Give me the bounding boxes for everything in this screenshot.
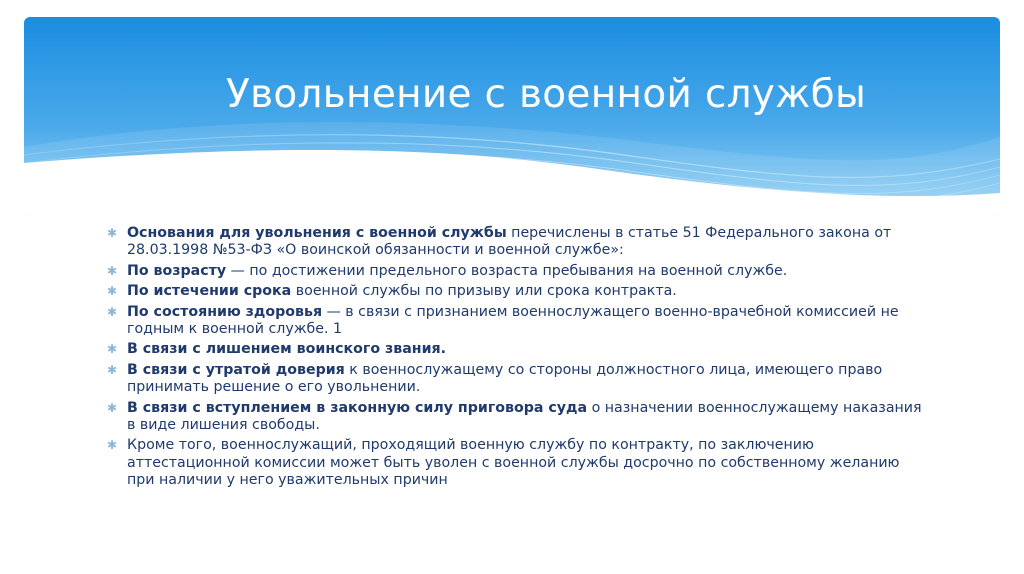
- header-banner: [24, 17, 1000, 215]
- asterisk-icon: ✱: [107, 263, 118, 278]
- item-bold: В связи с вступлением в законную силу приговора суда: [127, 399, 588, 416]
- list-item: [107, 263, 927, 280]
- item-text: Кроме того, военнослужащий, проходящий военную службу по контракту, по заключению аттестационной комиссии может быть уволен с военной службы досрочно по собственному желанию при наличии у него уважительных причин: [127, 437, 900, 489]
- item-text: к военнослужащему со стороны должностного лица, имеющего право принимать решение о его увольнении.: [127, 361, 883, 396]
- asterisk-icon: ✱: [107, 304, 118, 319]
- item-bold: В связи с утратой доверия: [127, 361, 345, 378]
- asterisk-icon: ✱: [107, 226, 118, 240]
- item-text: военной службы по призыву или срока контракта.: [291, 283, 677, 300]
- item-bold: В связи с лишением воинского звания: [127, 341, 441, 358]
- list-item: [107, 341, 927, 358]
- asterisk-icon: ✱: [107, 284, 118, 299]
- list-item: [107, 362, 927, 397]
- item-bold: По состоянию здоровья: [127, 303, 323, 320]
- asterisk-icon: ✱: [107, 438, 118, 453]
- asterisk-icon: ✱: [107, 362, 118, 377]
- asterisk-icon: ✱: [107, 342, 118, 357]
- list-item: [107, 400, 927, 435]
- list-item: [107, 283, 927, 300]
- item-bold: По возрасту: [127, 262, 227, 279]
- list-item: [107, 437, 927, 489]
- item-bold: По истечении срока: [127, 283, 292, 300]
- content-list: [107, 225, 927, 493]
- page-title: Увольнение с военной службы: [226, 72, 867, 117]
- list-item: [107, 225, 927, 260]
- item-bold: Основания для увольнения с военной службы: [127, 225, 507, 241]
- asterisk-icon: ✱: [107, 400, 118, 415]
- item-text: — в связи с признанием военнослужащего военно-врачебной комиссией не годным к военной службе. 1: [127, 303, 899, 338]
- item-text: о назначении военнослужащему наказания в виде лишения свободы.: [127, 399, 922, 434]
- item-text: перечислены в статье 51 Федерального закона от 28.03.1998 №53-ФЗ «О воинской обязанности и военной службе»:: [127, 225, 892, 259]
- list-item: [107, 304, 927, 339]
- item-text: .: [440, 341, 447, 358]
- item-text: — по достижении предельного возраста пребывания на военной службе.: [226, 262, 788, 279]
